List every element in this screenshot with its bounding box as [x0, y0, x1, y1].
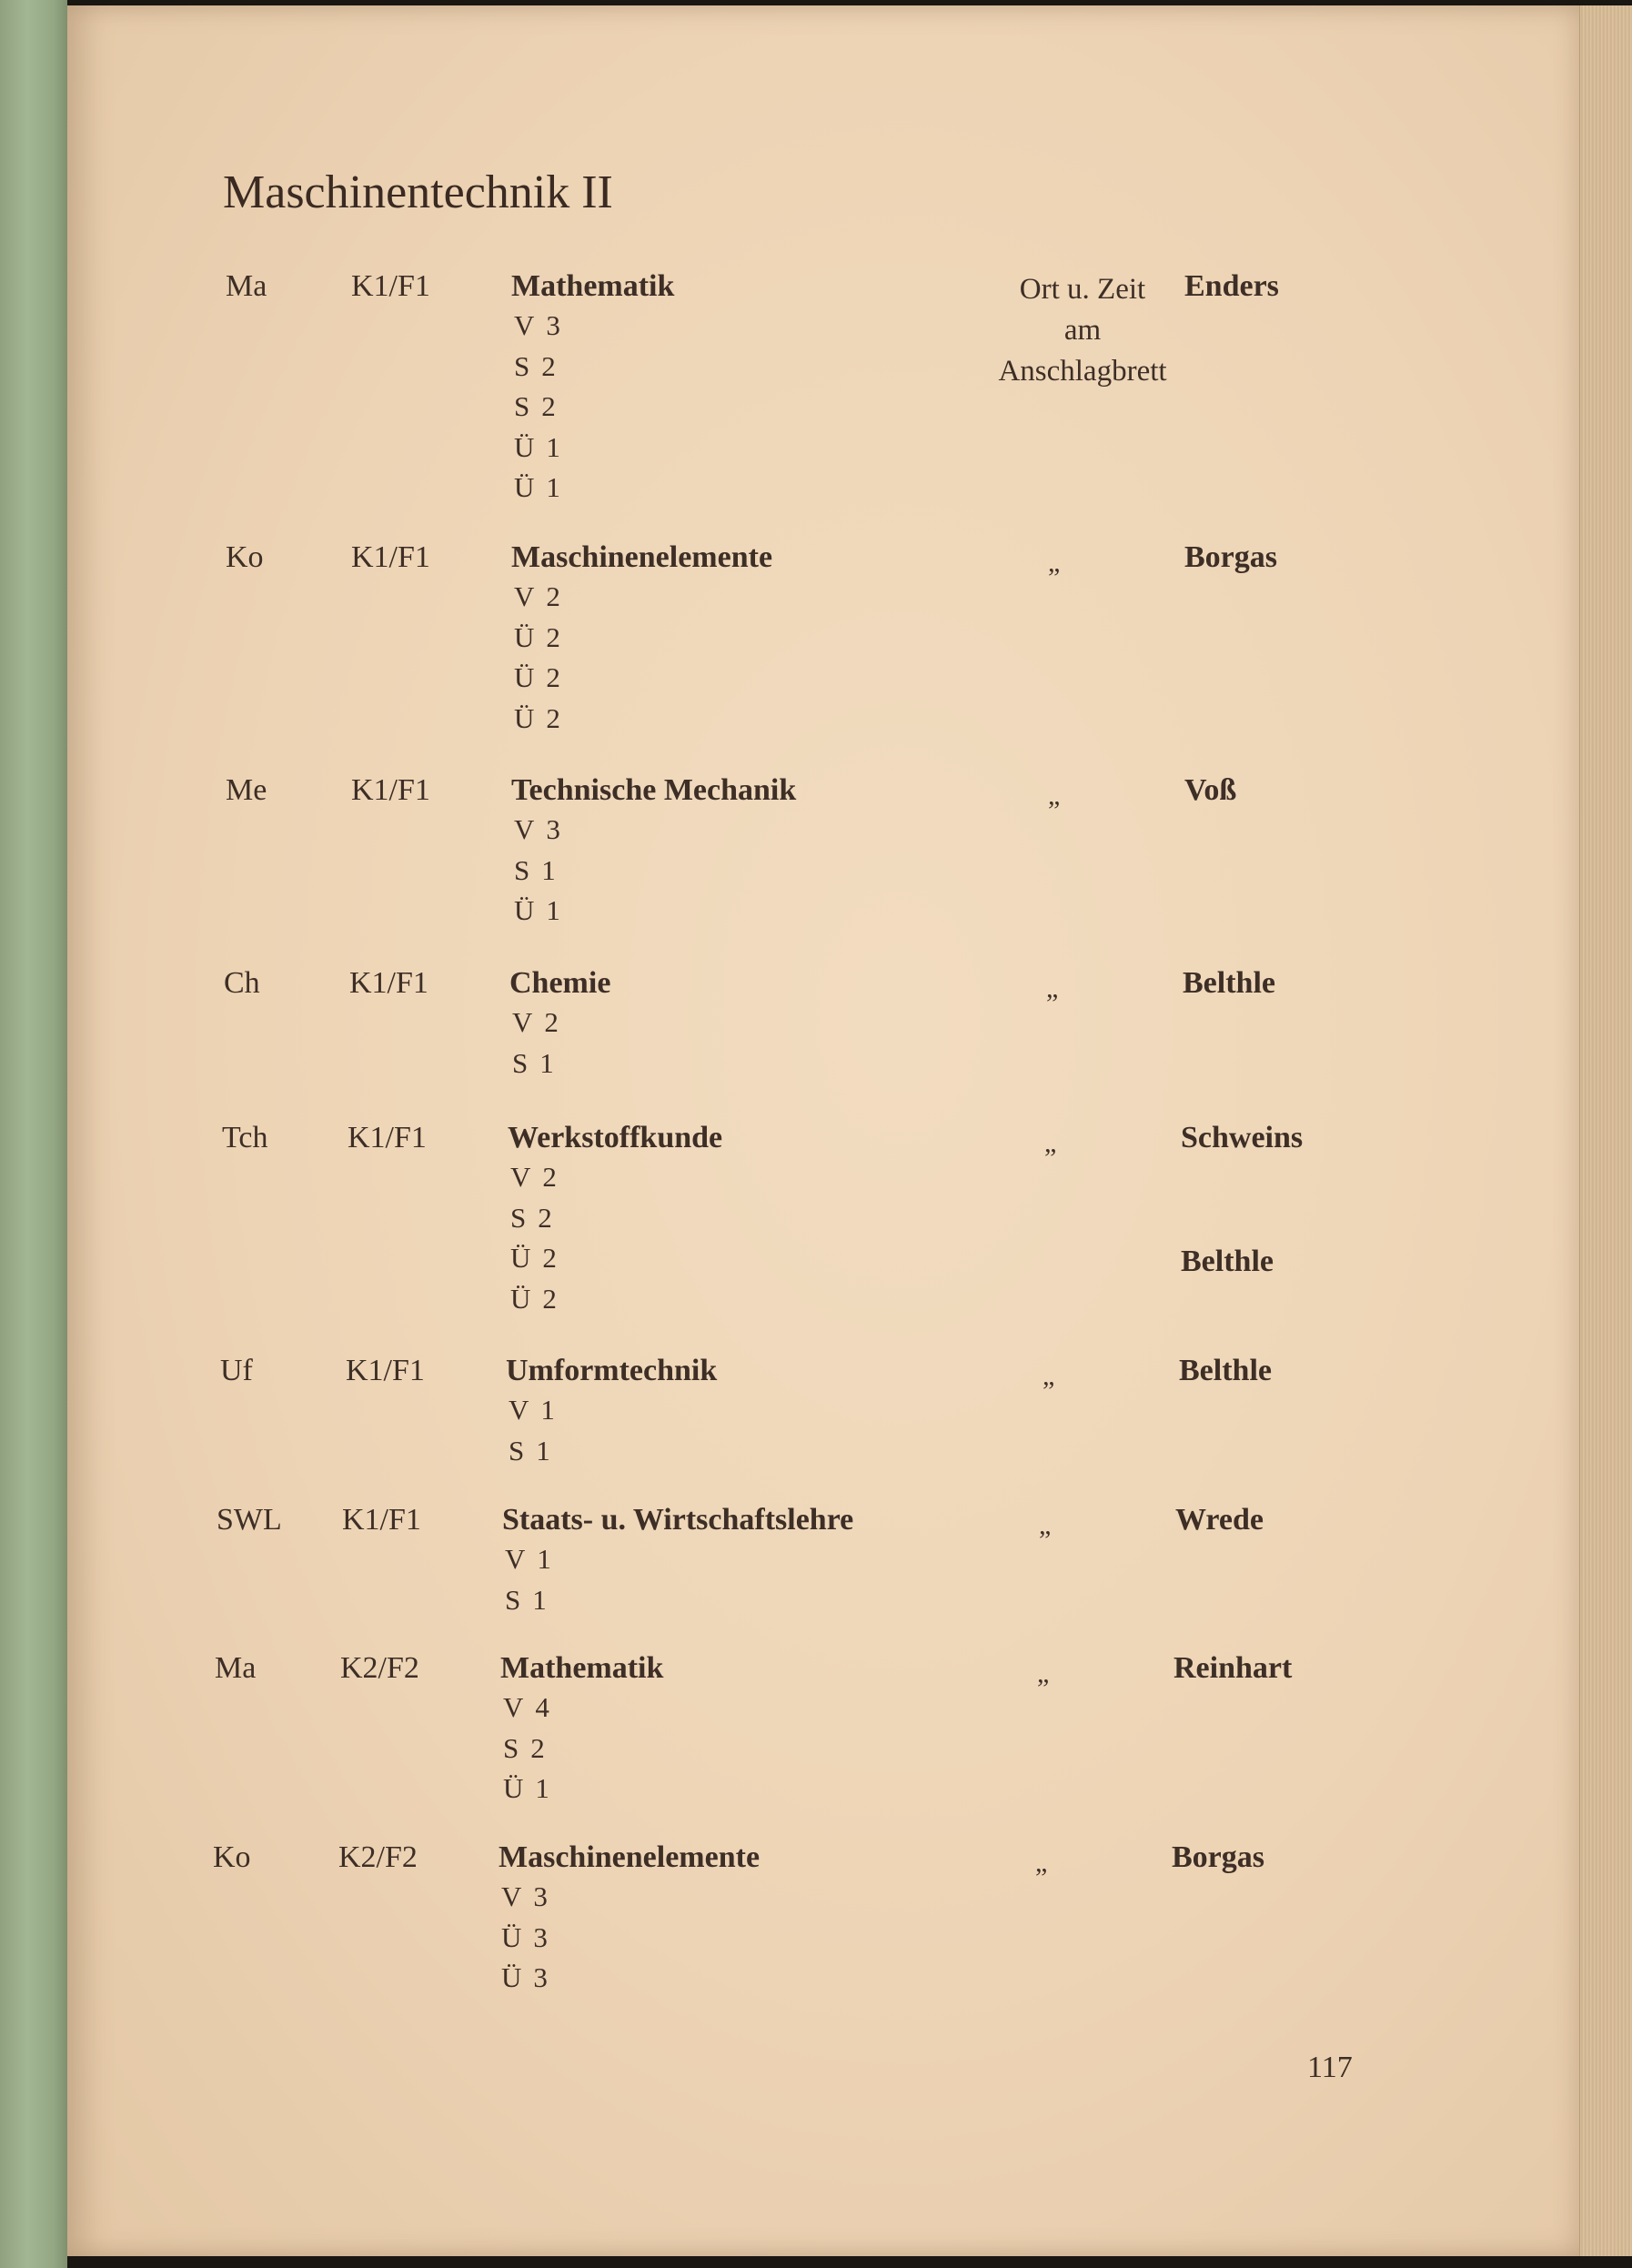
- session-line: [509, 1435, 551, 1467]
- session-hours: 2: [542, 1283, 558, 1315]
- course-lecturer: Enders: [1184, 269, 1279, 303]
- session-hours: 2: [546, 580, 561, 612]
- session-type: Ü: [510, 1283, 532, 1315]
- session-type: V: [514, 309, 536, 341]
- session-line: [512, 1006, 559, 1039]
- session-hours: 4: [535, 1691, 550, 1723]
- session-type: S: [505, 1584, 522, 1616]
- session-type: V: [505, 1543, 527, 1575]
- place-time-note: [946, 269, 1219, 392]
- session-type: V: [512, 1006, 534, 1038]
- session-hours: 2: [544, 1006, 559, 1038]
- session-type: Ü: [514, 702, 536, 734]
- course-abbreviation: Uf: [220, 1354, 253, 1387]
- ditto-mark: „: [1048, 781, 1061, 811]
- ditto-mark: „: [1043, 1361, 1055, 1391]
- session-hours: 1: [532, 1584, 548, 1616]
- session-line: [510, 1283, 558, 1315]
- session-hours: 2: [542, 1242, 558, 1274]
- course-group: K1/F1: [342, 1503, 421, 1537]
- session-line: [510, 1242, 558, 1275]
- course-lecturer: Belthle: [1179, 1354, 1272, 1387]
- course-subject: Chemie: [509, 966, 611, 1000]
- course-abbreviation: Ma: [226, 269, 267, 303]
- session-type: S: [514, 350, 531, 382]
- page-edges: [1579, 5, 1632, 2256]
- course-group: K1/F1: [351, 773, 430, 807]
- course-subject: Maschinenelemente: [499, 1840, 761, 1874]
- session-type: Ü: [514, 894, 536, 926]
- session-hours: 1: [537, 1543, 552, 1575]
- session-type: S: [510, 1202, 528, 1234]
- course-lecturer: Schweins: [1181, 1121, 1304, 1154]
- place-time-line: Anschlagbrett: [998, 355, 1167, 388]
- session-type: Ü: [501, 1961, 523, 1993]
- session-hours: 2: [546, 661, 561, 693]
- session-line: [514, 894, 561, 927]
- session-line: [505, 1584, 548, 1617]
- session-hours: 2: [541, 390, 557, 422]
- course-abbreviation: Ko: [226, 540, 264, 574]
- session-line: [514, 702, 561, 735]
- place-time-line: Ort u. Zeit: [1019, 273, 1146, 306]
- ditto-mark: „: [1044, 1128, 1057, 1158]
- course-abbreviation: Ch: [224, 966, 260, 1000]
- session-hours: 1: [535, 1772, 550, 1804]
- course-lecturer: Borgas: [1184, 540, 1277, 574]
- place-time-line: am: [1063, 314, 1102, 347]
- session-line: [514, 471, 561, 504]
- course-subject: Technische Mechanik: [511, 773, 797, 807]
- session-line: [510, 1161, 558, 1194]
- session-hours: 2: [546, 702, 561, 734]
- session-type: Ü: [514, 471, 536, 503]
- session-line: [503, 1772, 550, 1805]
- session-hours: 2: [542, 1161, 558, 1193]
- session-type: S: [509, 1435, 526, 1467]
- course-group: K1/F1: [351, 269, 430, 303]
- session-type: S: [512, 1047, 529, 1079]
- course-group: K1/F1: [351, 540, 430, 574]
- session-type: V: [514, 580, 536, 612]
- ditto-mark: „: [1035, 1848, 1048, 1878]
- session-type: Ü: [514, 431, 536, 463]
- session-line: [514, 621, 561, 654]
- session-type: S: [503, 1732, 520, 1764]
- session-line: [514, 661, 561, 694]
- course-abbreviation: Ko: [213, 1840, 251, 1874]
- session-hours: 3: [546, 309, 561, 341]
- course-subject: Werkstoffkunde: [508, 1121, 723, 1154]
- session-hours: 2: [541, 350, 557, 382]
- session-line: [505, 1543, 552, 1576]
- session-hours: 1: [546, 471, 561, 503]
- session-hours: 3: [546, 813, 561, 845]
- session-type: V: [510, 1161, 532, 1193]
- session-type: V: [509, 1394, 530, 1426]
- session-line: [510, 1202, 553, 1235]
- session-line: [503, 1691, 550, 1724]
- book-binding: [0, 0, 67, 2268]
- session-line: [514, 350, 557, 383]
- session-hours: 2: [530, 1732, 546, 1764]
- session-hours: 1: [546, 431, 561, 463]
- course-subject: Mathematik: [500, 1651, 664, 1685]
- course-group: K2/F2: [338, 1840, 418, 1874]
- session-hours: 1: [539, 1047, 555, 1079]
- session-line: [503, 1732, 546, 1765]
- ditto-mark: „: [1046, 973, 1059, 1003]
- session-line: [509, 1394, 556, 1426]
- course-group: K1/F1: [348, 1121, 427, 1154]
- ditto-mark: „: [1039, 1510, 1052, 1540]
- course-subject: Mathematik: [511, 269, 675, 303]
- course-abbreviation: SWL: [217, 1503, 282, 1537]
- ditto-mark: „: [1048, 548, 1061, 578]
- course-group: K2/F2: [340, 1651, 419, 1685]
- session-hours: 3: [533, 1921, 549, 1953]
- session-line: [514, 390, 557, 423]
- session-type: Ü: [514, 661, 536, 693]
- session-line: [514, 580, 561, 613]
- page-title: Maschinentechnik II: [223, 166, 613, 218]
- course-group: K1/F1: [349, 966, 428, 1000]
- session-type: Ü: [503, 1772, 525, 1804]
- session-hours: 3: [533, 1880, 549, 1912]
- course-lecturer: Voß: [1184, 773, 1237, 807]
- session-type: Ü: [501, 1921, 523, 1953]
- course-lecturer: Belthle: [1183, 966, 1275, 1000]
- ditto-mark: „: [1037, 1658, 1050, 1688]
- course-lecturer: Borgas: [1172, 1840, 1264, 1874]
- session-line: [501, 1961, 549, 1994]
- session-type: V: [503, 1691, 525, 1723]
- session-hours: 1: [541, 854, 557, 886]
- course-subject: Maschinenelemente: [511, 540, 773, 574]
- session-type: S: [514, 854, 531, 886]
- course-abbreviation: Me: [226, 773, 267, 807]
- session-line: [514, 854, 557, 887]
- session-hours: 2: [546, 621, 561, 653]
- paper-page: [67, 5, 1579, 2256]
- course-group: K1/F1: [346, 1354, 425, 1387]
- session-type: Ü: [514, 621, 536, 653]
- session-hours: 2: [538, 1202, 553, 1234]
- session-hours: 1: [536, 1435, 551, 1467]
- session-type: V: [514, 813, 536, 845]
- course-abbreviation: Tch: [222, 1121, 268, 1154]
- session-line: [501, 1921, 549, 1954]
- page-number: 117: [1307, 2051, 1353, 2084]
- session-hours: 1: [540, 1394, 556, 1426]
- session-type: Ü: [510, 1242, 532, 1274]
- course-subject: Staats- u. Wirtschaftslehre: [502, 1503, 854, 1537]
- session-line: [514, 309, 561, 342]
- course-abbreviation: Ma: [215, 1651, 257, 1685]
- course-lecturer: Wrede: [1175, 1503, 1264, 1537]
- course-lecturer: Reinhart: [1174, 1651, 1293, 1685]
- session-type: V: [501, 1880, 523, 1912]
- session-line: [501, 1880, 549, 1913]
- session-line: [512, 1047, 555, 1080]
- session-type: S: [514, 390, 531, 422]
- session-hours: 3: [533, 1961, 549, 1993]
- session-line: [514, 431, 561, 464]
- course-subject: Umformtechnik: [506, 1354, 718, 1387]
- course-lecturer-second: Belthle: [1181, 1245, 1274, 1278]
- session-line: [514, 813, 561, 846]
- session-hours: 1: [546, 894, 561, 926]
